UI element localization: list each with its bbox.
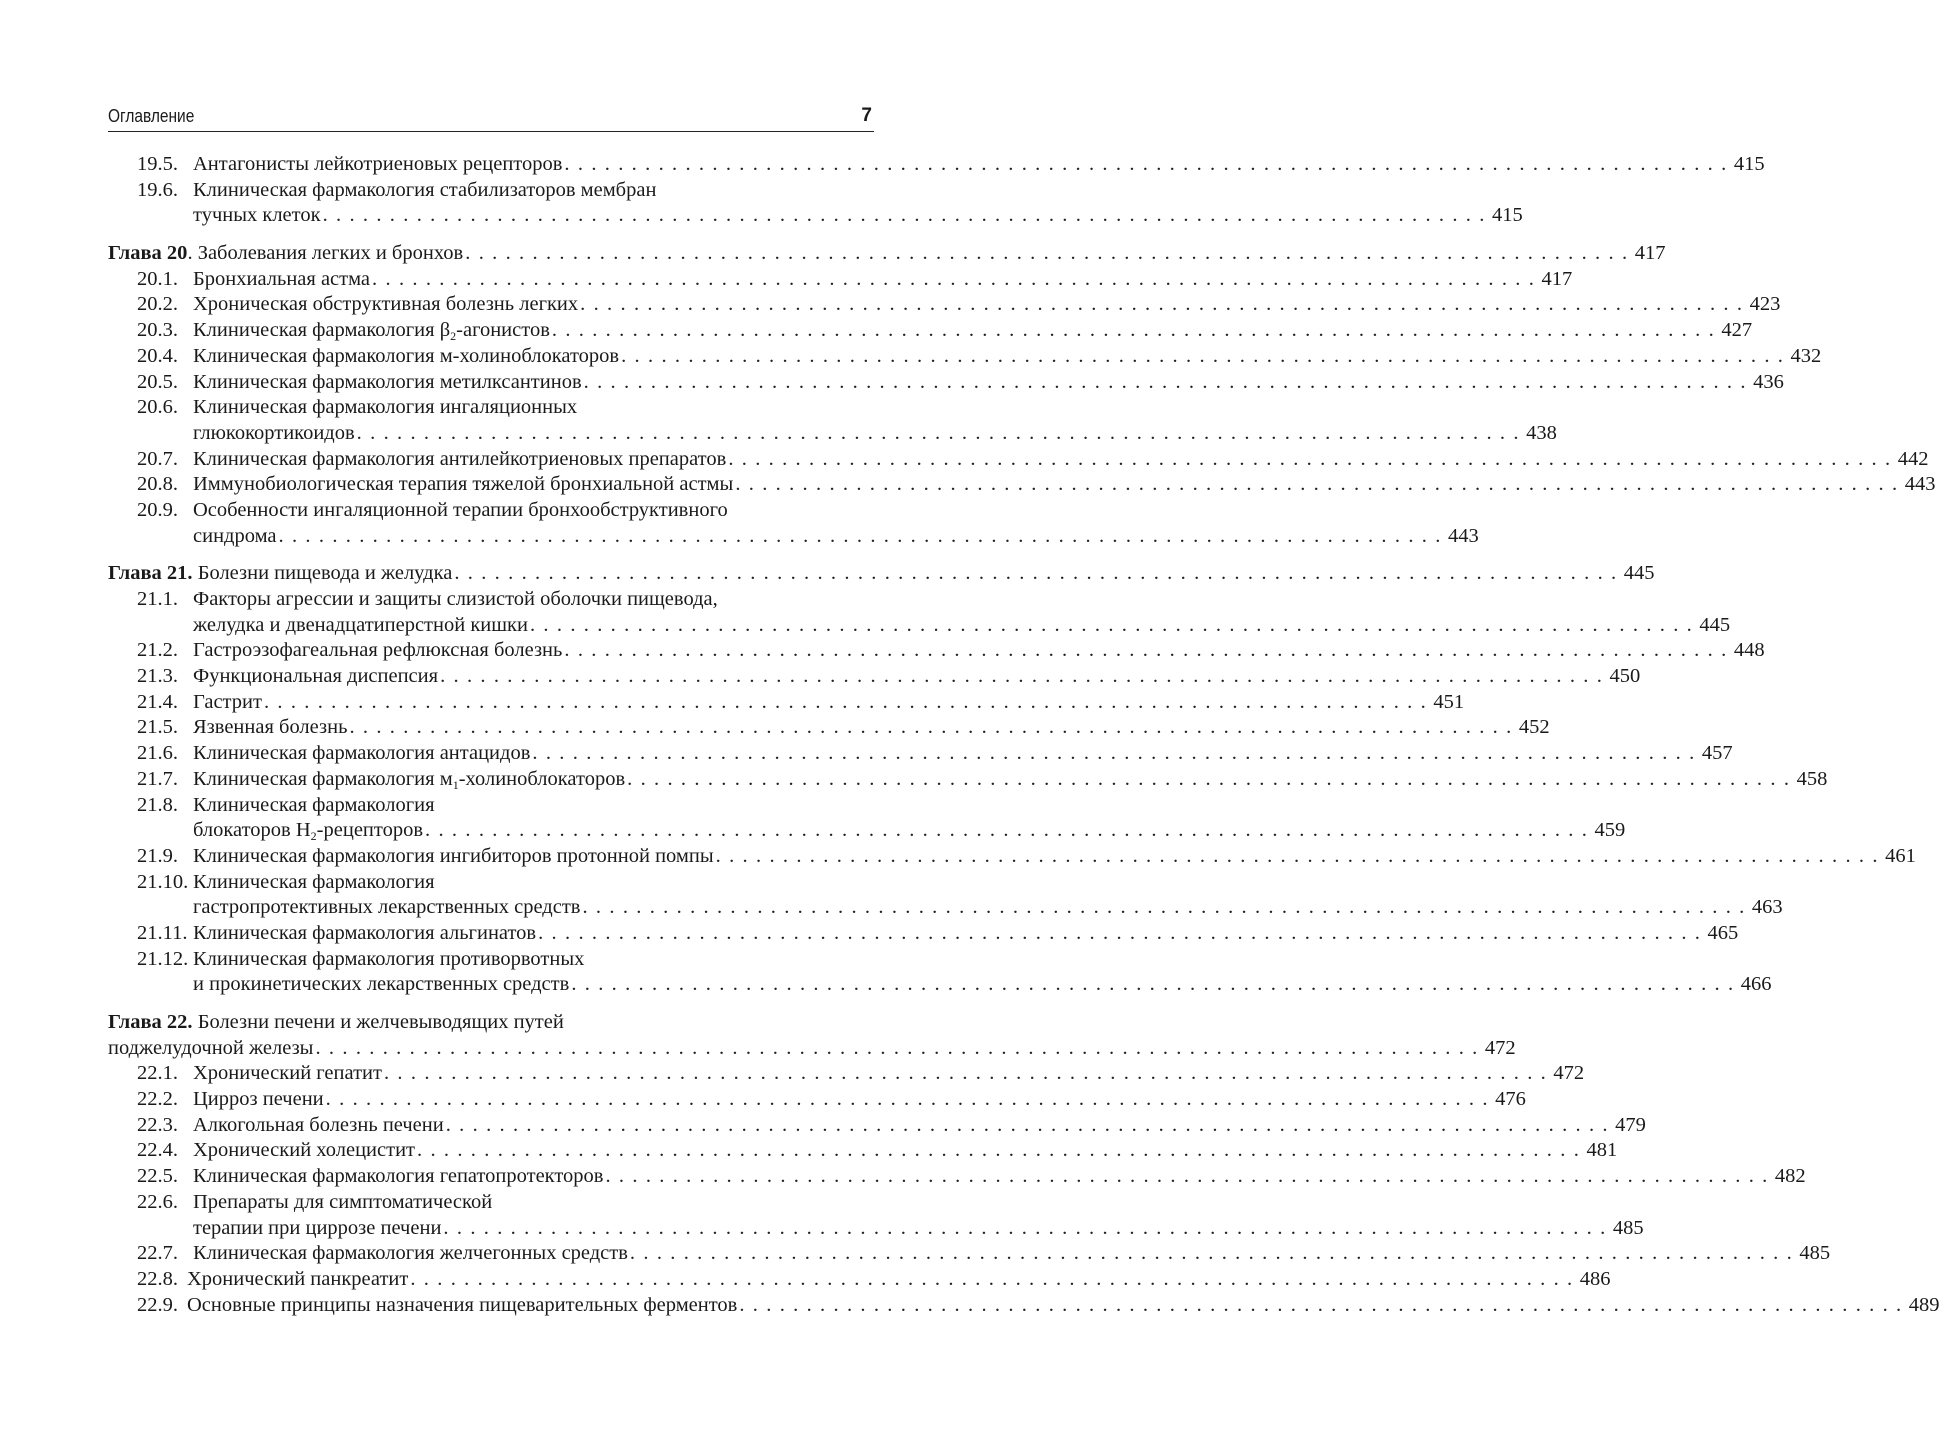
toc-entry-21-12[interactable] — [108, 947, 874, 973]
entry-title: Антагонисты лейкотриеновых рецепторов — [193, 153, 563, 175]
entry-title: Хроническая обструктивная болезнь легких — [193, 293, 579, 316]
entry-number: 22.7. — [137, 1242, 178, 1265]
entry-page: 465 — [1707, 921, 1739, 944]
entry-title: Хронический панкреатит — [187, 1267, 409, 1290]
entry-number: 20.8. — [137, 473, 178, 496]
entry-page: 482 — [1774, 1165, 1806, 1188]
toc-entry-21-7[interactable]: 21.7. Клиническая фармакология $м_1$-холиноблокаторов . . . . . . . . . . . . . . . . . . . . . . . . . . . . . . . . . . . . . . . . . . . . . . . . . . . . . . . . . . . . . . . . . . . . . . . . . . . . . . . . . . . . . . . 458 — [137, 767, 1828, 792]
entry-title: Факторы агрессии и защиты слизистой оболочки пищевода, — [193, 588, 718, 610]
entry-title: и прокинетических лекарственных средств — [193, 973, 570, 996]
toc-entry-20-3[interactable]: 20.3. Клиническая фармакология $\beta_2$-агонистов . . . . . . . . . . . . . . . . . . . . . . . . . . . . . . . . . . . . . . . . . . . . . . . . . . . . . . . . . . . . . . . . . . . . . . . . . . . . . . . . . . . . . . . 427 — [137, 319, 1753, 344]
entry-page: 432 — [1790, 344, 1822, 367]
toc-entry-21-6[interactable]: 21.6. Клиническая фармакология антацидов . . . . . . . . . . . . . . . . . . . . . . . . . . . . . . . . . . . . . . . . . . . . . . . . . . . . . . . . . . . . . . . . . . . . . . . . . . . . . . . . . . . . . . . 457 — [108, 741, 874, 767]
entry-number: 21.1. — [137, 588, 178, 610]
entry-title: Гастроэзофагеальная рефлюксная болезнь — [193, 639, 563, 662]
toc-entry-20-9[interactable] — [108, 498, 874, 524]
entry-title: Функциональная диспепсия — [193, 665, 439, 688]
entry-number: 20.3. — [137, 319, 178, 342]
entry-page: 436 — [1753, 370, 1784, 393]
toc-entry-20-4[interactable]: 20.4. Клиническая фармакология м-холиноблокаторов . . . . . . . . . . . . . . . . . . . . . . . . . . . . . . . . . . . . . . . . . . . . . . . . . . . . . . . . . . . . . . . . . . . . . . . . . . . . . . . . . . . . . . . 432 — [108, 344, 874, 370]
toc-entry-22-1[interactable]: 22.1. Хронический гепатит . . . . . . . . . . . . . . . . . . . . . . . . . . . . . . . . . . . . . . . . . . . . . . . . . . . . . . . . . . . . . . . . . . . . . . . . . . . . . . . . . . . . . . . 472 — [108, 1061, 874, 1087]
chapter-title: Болезни печени и желчевыводящих путей — [192, 1011, 564, 1033]
entry-page: 443 — [1904, 473, 1936, 496]
entry-title: Клиническая фармакология альгинатов — [193, 921, 537, 944]
toc-entry-21-8[interactable] — [108, 793, 874, 819]
entry-page: 450 — [1609, 665, 1641, 688]
entry-number: 20.2. — [137, 293, 178, 316]
toc-entry-22-4[interactable]: 22.4. Хронический холецистит . . . . . . . . . . . . . . . . . . . . . . . . . . . . . . . . . . . . . . . . . . . . . . . . . . . . . . . . . . . . . . . . . . . . . . . . . . . . . . . . . . . . . . . 481 — [108, 1138, 874, 1164]
chapter-title: Болезни пищевода и желудка — [192, 562, 453, 585]
entry-title: Хронический холецистит — [193, 1139, 415, 1162]
chapter-label: Глава 22. — [108, 1011, 193, 1033]
entry-number: 20.4. — [137, 344, 178, 367]
toc-entry-21-1[interactable] — [108, 587, 874, 613]
toc-entry-20-7[interactable]: 20.7. Клиническая фармакология антилейкотриеновых препаратов . . . . . . . . . . . . . . . . . . . . . . . . . . . . . . . . . . . . . . . . . . . . . . . . . . . . . . . . . . . . . . . . . . . . . . . . . . . . . . . . . . . . . . . 442 — [108, 447, 874, 473]
entry-title: Особенности ингаляционной терапии бронхообструктивного — [193, 498, 728, 521]
toc-entry-20-6[interactable] — [108, 395, 874, 421]
entry-page: 445 — [1699, 613, 1731, 636]
entry-page: 417 — [1541, 267, 1573, 290]
entry-page: 461 — [1885, 844, 1916, 867]
entry-number: 20.5. — [137, 370, 178, 393]
toc-entry-22-7[interactable]: 22.7. Клиническая фармакология желчегонных средств . . . . . . . . . . . . . . . . . . . . . . . . . . . . . . . . . . . . . . . . . . . . . . . . . . . . . . . . . . . . . . . . . . . . . . . . . . . . . . . . . . . . . . . 485 — [108, 1241, 874, 1267]
entry-page: 442 — [1897, 447, 1929, 470]
entry-title: Клиническая фармакология $м_1$-холиноблокаторов — [193, 767, 626, 792]
toc-chapter-21[interactable]: Глава 21. Болезни пищевода и желудка . . . . . . . . . . . . . . . . . . . . . . . . . . . . . . . . . . . . . . . . . . . . . . . . . . . . . . . . . . . . . . . . . . . . . . . . . . . . . . . . . . . . . . . 445 — [108, 561, 874, 587]
entry-page: 458 — [1796, 767, 1828, 790]
toc-entry-20-6-cont[interactable]: глюкокортикоидов . . . . . . . . . . . . . . . . . . . . . . . . . . . . . . . . . . . . . . . . . . . . . . . . . . . . . . . . . . . . . . . . . . . . . . . . . . . . . . . . . . . . . . . 438 — [108, 421, 874, 447]
entry-title: Клиническая фармакология желчегонных средств — [193, 1242, 628, 1265]
entry-page: 445 — [1623, 562, 1655, 585]
entry-title: Гастрит — [193, 690, 262, 713]
entry-title: Клиническая фармакология ингибиторов протонной помпы — [193, 844, 714, 867]
entry-page: 489 — [1908, 1293, 1940, 1316]
entry-title: Цирроз печени — [193, 1088, 324, 1111]
toc-entry-21-4[interactable]: 21.4. Гастрит . . . . . . . . . . . . . . . . . . . . . . . . . . . . . . . . . . . . . . . . . . . . . . . . . . . . . . . . . . . . . . . . . . . . . . . . . . . . . . . . . . . . . . . 451 — [108, 690, 874, 716]
entry-number: 21.8. — [137, 793, 178, 816]
chapter-label: Глава 21. — [108, 562, 193, 585]
toc-entry-19-6[interactable] — [108, 178, 874, 204]
entry-title: синдрома — [193, 524, 277, 547]
toc-chapter-22[interactable] — [108, 1010, 874, 1036]
entry-title: Клиническая фармакология антилейкотриеновых препаратов — [193, 447, 727, 470]
entry-title: Клиническая фармакология — [193, 870, 435, 893]
entry-title: тучных клеток — [193, 204, 321, 227]
entry-title: Клиническая фармакология метилксантинов — [193, 370, 582, 393]
entry-number: 22.5. — [137, 1165, 178, 1188]
entry-number: 22.2. — [137, 1088, 178, 1111]
toc-entry-20-8[interactable]: 20.8. Иммунобиологическая терапия тяжелой бронхиальной астмы . . . . . . . . . . . . . . . . . . . . . . . . . . . . . . . . . . . . . . . . . . . . . . . . . . . . . . . . . . . . . . . . . . . . . . . . . . . . . . . . . . . . . . . 443 — [108, 472, 874, 498]
entry-title: блокаторов $Н_2$-рецепторов — [193, 819, 424, 844]
toc-entry-22-2[interactable]: 22.2. Цирроз печени . . . . . . . . . . . . . . . . . . . . . . . . . . . . . . . . . . . . . . . . . . . . . . . . . . . . . . . . . . . . . . . . . . . . . . . . . . . . . . . . . . . . . . . 476 — [108, 1087, 874, 1113]
entry-title: Клиническая фармакология антацидов — [193, 742, 531, 765]
entry-title: желудка и двенадцатиперстной кишки — [193, 613, 528, 636]
toc-entry-19-5[interactable]: 19.5. Антагонисты лейкотриеновых рецепторов . . . . . . . . . . . . . . . . . . . . . . . . . . . . . . . . . . . . . . . . . . . . . . . . . . . . . . . . . . . . . . . . . . . . . . . . . . . . . . . . . . . . . . . 415 — [108, 152, 874, 178]
entry-number: 21.10. — [137, 870, 189, 893]
entry-title: Клиническая фармакология гепатопротекторов — [193, 1165, 604, 1188]
toc-entry-22-8[interactable]: 22.8. Хронический панкреатит . . . . . . . . . . . . . . . . . . . . . . . . . . . . . . . . . . . . . . . . . . . . . . . . . . . . . . . . . . . . . . . . . . . . . . . . . . . . . . . . . . . . . . . 486 — [108, 1267, 874, 1293]
entry-number: 21.7. — [137, 767, 178, 790]
entry-page: 438 — [1526, 421, 1557, 444]
entry-page: 417 — [1634, 242, 1666, 265]
entry-page: 457 — [1701, 742, 1733, 765]
toc-chapter-22-cont[interactable]: поджелудочной железы . . . . . . . . . . . . . . . . . . . . . . . . . . . . . . . . . . . . . . . . . . . . . . . . . . . . . . . . . . . . . . . . . . . . . . . . . . . . . . . . . . . . . . . 472 — [108, 1036, 874, 1062]
entry-page: 463 — [1751, 896, 1783, 919]
entry-number: 20.9. — [137, 498, 178, 521]
entry-number: 19.5. — [137, 153, 178, 175]
toc-entry-21-8-cont[interactable]: блокаторов $Н_2$-рецепторов . . . . . . . . . . . . . . . . . . . . . . . . . . . . . . . . . . . . . . . . . . . . . . . . . . . . . . . . . . . . . . . . . . . . . . . . . . . . . . . . . . . . . . . 459 — [193, 819, 1626, 844]
toc-entry-21-11[interactable]: 21.11. Клиническая фармакология альгинатов . . . . . . . . . . . . . . . . . . . . . . . . . . . . . . . . . . . . . . . . . . . . . . . . . . . . . . . . . . . . . . . . . . . . . . . . . . . . . . . . . . . . . . . 465 — [108, 921, 874, 947]
entry-number: 20.7. — [137, 447, 178, 470]
chapter-label: Глава 20 — [108, 242, 188, 265]
toc-entry-20-5[interactable]: 20.5. Клиническая фармакология метилксантинов . . . . . . . . . . . . . . . . . . . . . . . . . . . . . . . . . . . . . . . . . . . . . . . . . . . . . . . . . . . . . . . . . . . . . . . . . . . . . . . . . . . . . . . 436 — [108, 370, 874, 396]
toc-entry-21-12-cont[interactable]: и прокинетических лекарственных средств . . . . . . . . . . . . . . . . . . . . . . . . . . . . . . . . . . . . . . . . . . . . . . . . . . . . . . . . . . . . . . . . . . . . . . . . . . . . . . . . . . . . . . . 466 — [108, 972, 874, 998]
running-header — [108, 105, 874, 132]
entry-title: гастропротективных лекарственных средств — [193, 896, 581, 919]
toc-entry-21-1-cont[interactable]: желудка и двенадцатиперстной кишки . . . . . . . . . . . . . . . . . . . . . . . . . . . . . . . . . . . . . . . . . . . . . . . . . . . . . . . . . . . . . . . . . . . . . . . . . . . . . . . . . . . . . . . 445 — [108, 613, 874, 639]
toc-entry-19-6-cont[interactable]: тучных клеток . . . . . . . . . . . . . . . . . . . . . . . . . . . . . . . . . . . . . . . . . . . . . . . . . . . . . . . . . . . . . . . . . . . . . . . . . . . . . . . . . . . . . . . 415 — [108, 203, 874, 229]
entry-title: Иммунобиологическая терапия тяжелой бронхиальной астмы — [193, 473, 734, 496]
entry-title: Бронхиальная астма — [193, 267, 371, 290]
toc-entry-21-10-cont[interactable]: гастропротективных лекарственных средств . . . . . . . . . . . . . . . . . . . . . . . . . . . . . . . . . . . . . . . . . . . . . . . . . . . . . . . . . . . . . . . . . . . . . . . . . . . . . . . . . . . . . . . 463 — [108, 895, 874, 921]
entry-page: 427 — [1721, 319, 1753, 342]
entry-title: Алкогольная болезнь печени — [193, 1113, 444, 1136]
entry-page: 479 — [1615, 1113, 1646, 1136]
entry-number: 21.6. — [137, 742, 178, 765]
toc-entry-21-3[interactable]: 21.3. Функциональная диспепсия . . . . . . . . . . . . . . . . . . . . . . . . . . . . . . . . . . . . . . . . . . . . . . . . . . . . . . . . . . . . . . . . . . . . . . . . . . . . . . . . . . . . . . . 450 — [108, 664, 874, 690]
entry-title: Клиническая фармакология противорвотных — [193, 947, 585, 970]
toc-entry-21-5[interactable]: 21.5. Язвенная болезнь . . . . . . . . . . . . . . . . . . . . . . . . . . . . . . . . . . . . . . . . . . . . . . . . . . . . . . . . . . . . . . . . . . . . . . . . . . . . . . . . . . . . . . . 452 — [108, 715, 874, 741]
entry-page: 485 — [1799, 1242, 1831, 1265]
entry-title: Клиническая фармакология — [193, 793, 435, 816]
entry-page: 451 — [1433, 690, 1465, 713]
entry-title: Язвенная болезнь — [193, 716, 348, 739]
table-of-contents — [108, 152, 1940, 1318]
entry-page: 448 — [1733, 639, 1765, 662]
entry-title: Хронический гепатит — [193, 1062, 382, 1085]
toc-entry-22-6-cont[interactable]: терапии при циррозе печени . . . . . . . . . . . . . . . . . . . . . . . . . . . . . . . . . . . . . . . . . . . . . . . . . . . . . . . . . . . . . . . . . . . . . . . . . . . . . . . . . . . . . . . 485 — [108, 1216, 874, 1242]
entry-page: 476 — [1495, 1088, 1526, 1111]
toc-entry-21-2[interactable]: 21.2. Гастроэзофагеальная рефлюксная болезнь . . . . . . . . . . . . . . . . . . . . . . . . . . . . . . . . . . . . . . . . . . . . . . . . . . . . . . . . . . . . . . . . . . . . . . . . . . . . . . . . . . . . . . . 448 — [108, 638, 874, 664]
entry-page: 415 — [1492, 204, 1523, 227]
entry-number: 22.9. — [137, 1293, 178, 1316]
entry-page: 466 — [1740, 973, 1772, 996]
entry-number: 22.3. — [137, 1113, 178, 1136]
entry-title: терапии при циррозе печени — [193, 1216, 442, 1239]
entry-page: 472 — [1484, 1036, 1516, 1059]
toc-entry-20-1[interactable]: 20.1. Бронхиальная астма . . . . . . . . . . . . . . . . . . . . . . . . . . . . . . . . . . . . . . . . . . . . . . . . . . . . . . . . . . . . . . . . . . . . . . . . . . . . . . . . . . . . . . . 417 — [108, 267, 874, 293]
toc-entry-22-3[interactable]: 22.3. Алкогольная болезнь печени . . . . . . . . . . . . . . . . . . . . . . . . . . . . . . . . . . . . . . . . . . . . . . . . . . . . . . . . . . . . . . . . . . . . . . . . . . . . . . . . . . . . . . . 479 — [108, 1113, 874, 1139]
entry-page: 415 — [1733, 153, 1765, 175]
entry-page: 486 — [1579, 1267, 1611, 1290]
entry-number: 21.11. — [137, 921, 188, 944]
toc-entry-20-9-cont[interactable]: синдрома . . . . . . . . . . . . . . . . . . . . . . . . . . . . . . . . . . . . . . . . . . . . . . . . . . . . . . . . . . . . . . . . . . . . . . . . . . . . . . . . . . . . . . . 443 — [108, 524, 874, 550]
entry-page: 459 — [1594, 819, 1626, 842]
entry-page: 485 — [1612, 1216, 1644, 1239]
entry-number: 22.1. — [137, 1062, 178, 1085]
toc-chapter-20[interactable]: Глава 20. Заболевания легких и бронхов . . . . . . . . . . . . . . . . . . . . . . . . . . . . . . . . . . . . . . . . . . . . . . . . . . . . . . . . . . . . . . . . . . . . . . . . . . . . . . . . . . . . . . . 417 — [108, 241, 874, 267]
entry-number: 22.6. — [137, 1190, 178, 1213]
toc-entry-21-10[interactable] — [108, 870, 874, 896]
header-title: Оглавление — [108, 106, 195, 126]
toc-entry-21-9[interactable]: 21.9. Клиническая фармакология ингибиторов протонной помпы . . . . . . . . . . . . . . . . . . . . . . . . . . . . . . . . . . . . . . . . . . . . . . . . . . . . . . . . . . . . . . . . . . . . . . . . . . . . . . . . . . . . . . . 461 — [108, 844, 874, 870]
entry-title: Клиническая фармакология м-холиноблокаторов — [193, 344, 620, 367]
entry-number: 21.4. — [137, 690, 178, 713]
entry-title: Клиническая фармакология стабилизаторов мембран — [193, 178, 657, 201]
entry-number: 22.4. — [137, 1139, 178, 1162]
entry-number: 19.6. — [137, 178, 178, 201]
entry-page: 423 — [1749, 293, 1781, 316]
entry-title: Клиническая фармакология $\beta_2$-агонистов — [193, 319, 550, 344]
entry-number: 21.5. — [137, 716, 178, 739]
entry-number: 21.3. — [137, 665, 178, 688]
entry-number: 21.2. — [137, 639, 178, 662]
toc-entry-22-6[interactable] — [108, 1190, 874, 1216]
chapter-title: поджелудочной железы — [108, 1036, 314, 1059]
entry-page: 472 — [1553, 1062, 1585, 1085]
entry-page: 443 — [1447, 524, 1479, 547]
entry-number: 21.12. — [137, 947, 189, 970]
toc-entry-22-5[interactable]: 22.5. Клиническая фармакология гепатопротекторов . . . . . . . . . . . . . . . . . . . . . . . . . . . . . . . . . . . . . . . . . . . . . . . . . . . . . . . . . . . . . . . . . . . . . . . . . . . . . . . . . . . . . . . 482 — [108, 1164, 874, 1190]
toc-entry-22-9[interactable]: 22.9. Основные принципы назначения пищеварительных ферментов . . . . . . . . . . . . . . . . . . . . . . . . . . . . . . . . . . . . . . . . . . . . . . . . . . . . . . . . . . . . . . . . . . . . . . . . . . . . . . . . . . . . . . . 489 — [108, 1293, 874, 1319]
chapter-title: . Заболевания легких и бронхов — [187, 242, 464, 265]
entry-title: Основные принципы назначения пищеварительных ферментов — [187, 1293, 738, 1316]
entry-title: глюкокортикоидов — [193, 421, 355, 444]
page-number: 7 — [861, 105, 872, 126]
entry-title: Препараты для симптоматической — [193, 1190, 493, 1213]
entry-number: 22.8. — [137, 1267, 178, 1290]
entry-page: 452 — [1518, 716, 1550, 739]
entry-number: 20.1. — [137, 267, 178, 290]
toc-entry-20-2[interactable]: 20.2. Хроническая обструктивная болезнь легких . . . . . . . . . . . . . . . . . . . . . . . . . . . . . . . . . . . . . . . . . . . . . . . . . . . . . . . . . . . . . . . . . . . . . . . . . . . . . . . . . . . . . . . 423 — [108, 292, 874, 318]
entry-number: 21.9. — [137, 844, 178, 867]
entry-page: 481 — [1586, 1139, 1618, 1162]
entry-number: 20.6. — [137, 396, 178, 419]
entry-title: Клиническая фармакология ингаляционных — [193, 396, 578, 419]
